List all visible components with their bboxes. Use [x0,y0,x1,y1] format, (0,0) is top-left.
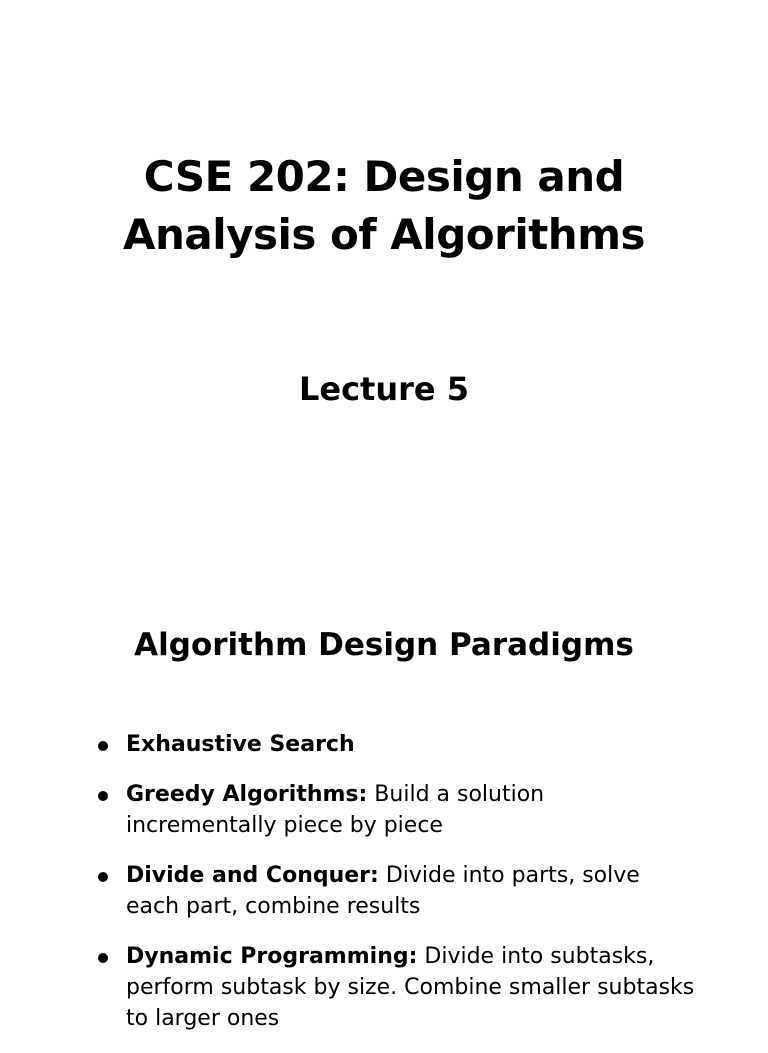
paradigm-term: Exhaustive Search [126,732,355,757]
paradigm-term: Divide and Conquer: [126,863,379,888]
paradigm-list [96,729,696,1053]
lecture-number: Lecture 5 [298,370,470,408]
bullet-icon [98,872,108,882]
section-title: Algorithm Design Paradigms [134,627,634,663]
list-item [96,779,696,841]
paradigm-description: Divide into parts, solve each part, combine results [126,863,640,919]
title-line-2: Analysis of Algorithms [123,210,645,259]
list-item [96,860,696,922]
paradigm-term: Dynamic Programming: [126,944,418,969]
title-line-1: CSE 202: Design and [143,152,625,201]
list-item [96,729,696,760]
bullet-icon [98,953,108,963]
bullet-icon [98,791,108,801]
slide-title [0,148,768,264]
list-item [96,941,696,1034]
paradigm-description: Build a solution incrementally piece by piece [126,782,545,838]
paradigm-description: Divide into subtasks, perform subtask by size. Combine smaller subtasks to larger ones [126,944,695,1031]
paradigm-term: Greedy Algorithms: [126,782,368,807]
bullet-icon [98,741,108,751]
